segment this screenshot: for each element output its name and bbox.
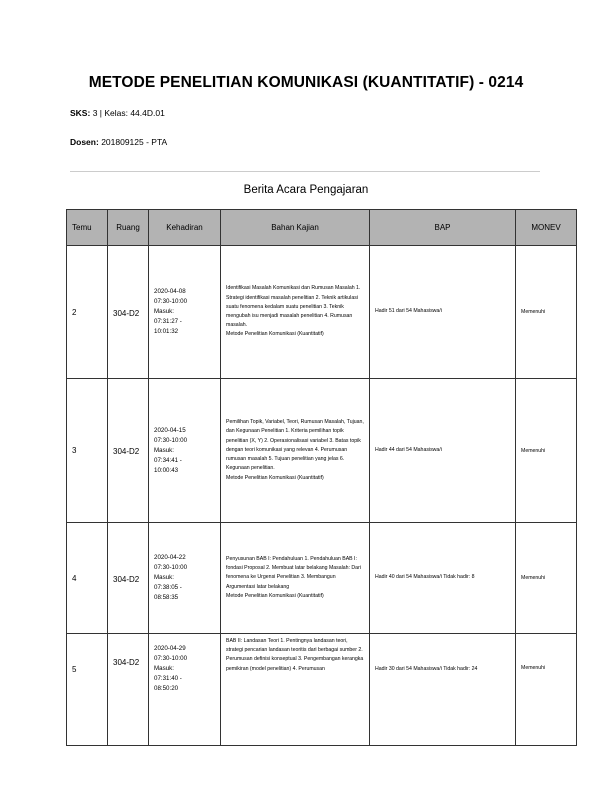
dosen-value: 201809125 - PTA <box>101 137 168 147</box>
header-divider <box>70 171 540 172</box>
course-sks-class <box>70 108 165 118</box>
column-header-monev: MONEV <box>516 210 577 246</box>
table-row <box>67 246 577 379</box>
column-header-temu: Temu <box>67 210 108 246</box>
course-lecturer <box>70 137 167 147</box>
temu-cell: 2 <box>67 246 108 379</box>
ruang-cell: 304-D2 <box>108 379 149 523</box>
bahan-kajian-text: Identifikasi Masalah Komunikasi dan Rumusan Masalah 1. Strategi identifikasi masalah penelitian 2. Teknik artikulasi suatu fenomena kedalam suatu penelitian 3. Teknik mengubah isu menjadi masalah penelitian 4. Rumusan masalah. <box>226 285 361 329</box>
temu-cell: 3 <box>67 379 108 523</box>
check-in-label: Masuk: <box>154 446 174 454</box>
check-in-label: Masuk: <box>154 574 174 581</box>
bahan-kajian-text: Penyusunan BAB I: Pendahuluan 1. Pendahuluan BAB I: fondasi Proposal 2. Membuat latar belakang Masalah: Dari fenomena ke Urgensi Penelitian 3. Membangun Argumentasi latar belakang <box>226 555 361 590</box>
column-header-bap: BAP <box>370 210 516 246</box>
bahan-kajian-cell <box>221 634 370 746</box>
kehadiran-cell <box>149 634 221 746</box>
bahan-kajian-source: Metode Penelitian Komunikasi (Kuantitatif) <box>226 331 324 338</box>
session-date: 2020-04-29 <box>154 645 186 652</box>
check-out-time: 08:58:35 <box>154 594 179 601</box>
bahan-kajian-source: Metode Penelitian Komunikasi (Kuantitatif) <box>226 474 324 481</box>
session-time: 07:30-10:00 <box>154 655 188 662</box>
check-in-label: Masuk: <box>154 665 174 672</box>
session-date: 2020-04-08 <box>154 288 186 295</box>
check-in-time: 07:31:40 - <box>154 675 182 682</box>
session-date: 2020-04-15 <box>154 426 186 434</box>
bap-cell: Hadir 30 dari 54 Mahasiswa/i Tidak hadir: 24 <box>370 634 516 746</box>
bahan-kajian-text: BAB II: Landasan Teori 1. Pentingnya landasan teori, strategi pencarian landasan teoritis dari berbagai sumber 2. Perumusan definisi konseptual 3. Pengembangan kerangka pemikiran (model penelitian) 4. Perumusan <box>226 638 364 672</box>
kehadiran-cell <box>149 379 221 523</box>
session-date: 2020-04-22 <box>154 554 186 561</box>
page-title: METODE PENELITIAN KOMUNIKASI (KUANTITATIF) - 0214 <box>88 74 524 91</box>
check-out-time: 10:01:32 <box>154 328 179 335</box>
column-header-bahan-kajian: Bahan Kajian <box>221 210 370 246</box>
column-header-kehadiran: Kehadiran <box>149 210 221 246</box>
bahan-kajian-text: Pemilihan Topik, Variabel, Teori, Rumusan Masalah, Tujuan, dan Kegunaan Penelitian 1. Kriteria pemilihan topik penelitian (X, Y) 2. Operasionalisasi variabel 3. Batas topik dengan teori komunikasi yang relevan 4. Perumusan rumusan masalah 5. Tujuan penelitian yang jelas 6. Kegunaan penelitian. <box>226 419 364 472</box>
bap-cell: Hadir 40 dari 54 Mahasiswa/i Tidak hadir: 8 <box>370 523 516 634</box>
bahan-kajian-cell <box>221 523 370 634</box>
table-row <box>67 634 577 746</box>
bahan-kajian-cell <box>221 246 370 379</box>
column-header-ruang: Ruang <box>108 210 149 246</box>
check-in-time: 07:38:05 - <box>154 584 182 591</box>
monev-cell: Memenuhi <box>516 246 577 379</box>
bahan-kajian-cell <box>221 379 370 523</box>
ruang-cell: 304-D2 <box>108 634 149 746</box>
table-header-row <box>67 210 577 246</box>
monev-cell: Memenuhi <box>516 634 577 746</box>
dosen-label: Dosen: <box>70 137 99 147</box>
table-row <box>67 379 577 523</box>
check-out-time: 08:50:20 <box>154 685 179 692</box>
check-in-time: 07:31:27 - <box>154 318 182 325</box>
ruang-cell: 304-D2 <box>108 246 149 379</box>
check-out-time: 10:00:43 <box>154 466 179 474</box>
temu-cell: 5 <box>67 634 108 746</box>
bap-cell: Hadir 51 dari 54 Mahasiswa/i <box>370 246 516 379</box>
ruang-cell: 304-D2 <box>108 523 149 634</box>
kehadiran-cell <box>149 523 221 634</box>
table-row <box>67 523 577 634</box>
session-time: 07:30-10:00 <box>154 298 188 305</box>
sks-value: 3 | Kelas: 44.4D.01 <box>92 108 165 118</box>
sks-label: SKS: <box>70 108 91 118</box>
section-title: Berita Acara Pengajaran <box>243 184 369 196</box>
bahan-kajian-source: Metode Penelitian Komunikasi (Kuantitatif) <box>226 592 324 599</box>
temu-cell: 4 <box>67 523 108 634</box>
kehadiran-cell <box>149 246 221 379</box>
monev-cell: Memenuhi <box>516 379 577 523</box>
session-time: 07:30-10:00 <box>154 564 188 571</box>
teaching-report-table <box>66 209 577 746</box>
monev-cell: Memenuhi <box>516 523 577 634</box>
session-time: 07:30-10:00 <box>154 436 188 444</box>
check-in-time: 07:34:41 - <box>154 456 182 464</box>
bap-cell: Hadir 44 dari 54 Mahasiswa/i <box>370 379 516 523</box>
check-in-label: Masuk: <box>154 308 174 315</box>
